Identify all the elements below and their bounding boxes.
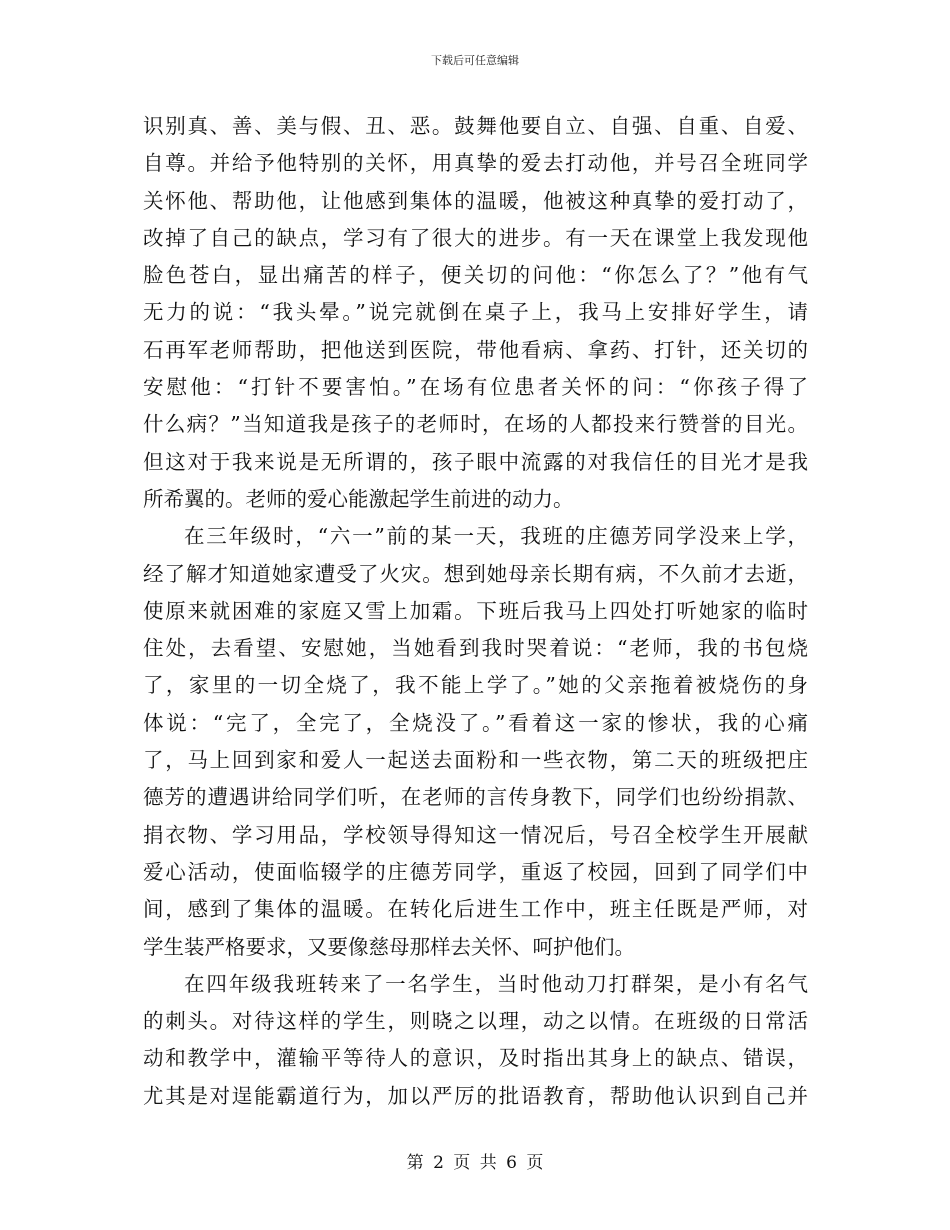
text-line: 爱心活动，使面临辍学的庄德芳同学，重返了校园，回到了同学们中 (143, 859, 808, 884)
page-number: 第 2 页 共 6 页 (406, 1153, 544, 1173)
text-line: 的刺头。对待这样的学生，则晓之以理，动之以情。在班级的日常活 (143, 1009, 808, 1034)
text-line: 德芳的遭遇讲给同学们听，在老师的言传身教下，同学们也纷纷捐款、 (143, 785, 808, 810)
text-line: 在四年级我班转来了一名学生，当时他动刀打群架，是小有名气 (184, 971, 808, 996)
document-body (143, 108, 808, 1115)
text-line: 无力的说：“我头晕。”说完就倒在桌子上，我马上安排好学生，请 (143, 300, 808, 325)
text-line: 使原来就困难的家庭又雪上加霜。下班后我马上四处打听她家的临时 (143, 598, 808, 623)
text-line: 在三年级时，“六一”前的某一天，我班的庄德芳同学没来上学， (184, 524, 808, 549)
text-line: 了，家里的一切全烧了，我不能上学了。”她的父亲拖着被烧伤的身 (143, 673, 808, 698)
paragraph-3 (143, 966, 808, 1115)
paragraph-2 (143, 518, 808, 966)
text-line: 住处，去看望、安慰她，当她看到我时哭着说：“老师，我的书包烧 (143, 636, 808, 661)
text-line: 关怀他、帮助他，让他感到集体的温暖，他被这种真挚的爱打动了， (143, 188, 808, 213)
text-line: 石再军老师帮助，把他送到医院，带他看病、拿药、打针，还关切的 (143, 337, 808, 362)
text-line: 尤其是对逞能霸道行为，加以严厉的批语教育，帮助他认识到自己并 (143, 1083, 808, 1108)
text-line: 安慰他：“打针不要害怕。”在场有位患者关怀的问：“你孩子得了 (143, 375, 808, 400)
paragraph-1 (143, 108, 808, 518)
page-header: 下载后可任意编辑 (431, 54, 519, 67)
text-line: 动和教学中，灌输平等待人的意识，及时指出其身上的缺点、错误， (143, 1046, 808, 1071)
text-line: 学生装严格要求，又要像慈母那样去关怀、呵护他们。 (143, 934, 635, 959)
text-line: 识别真、善、美与假、丑、恶。鼓舞他要自立、自强、自重、自爱、 (143, 114, 808, 138)
text-line: 改掉了自己的缺点，学习有了很大的进步。有一天在课堂上我发现他 (143, 225, 808, 250)
text-line: 体说：“完了，全完了，全烧没了。”看着这一家的惨状，我的心痛 (143, 710, 808, 735)
text-line: 自尊。并给予他特别的关怀，用真挚的爱去打动他，并号召全班同学 (143, 151, 808, 176)
text-line: 捐衣物、学习用品，学校领导得知这一情况后，号召全校学生开展献 (143, 822, 808, 847)
text-line: 所希翼的。老师的爱心能激起学生前进的动力。 (143, 486, 574, 511)
text-line: 脸色苍白，显出痛苦的样子，便关切的问他：“你怎么了？”他有气 (143, 263, 808, 288)
text-line: 了，马上回到家和爱人一起送去面粉和一些衣物，第二天的班级把庄 (143, 748, 808, 773)
text-line: 什么病？”当知道我是孩子的老师时，在场的人都投来行赞誉的目光。 (143, 412, 808, 437)
text-line: 经了解才知道她家遭受了火灾。想到她母亲长期有病，不久前才去逝， (143, 561, 808, 586)
text-line: 但这对于我来说是无所谓的，孩子眼中流露的对我信任的目光才是我 (143, 449, 808, 474)
text-line: 间，感到了集体的温暖。在转化后进生工作中，班主任既是严师，对 (143, 897, 808, 922)
